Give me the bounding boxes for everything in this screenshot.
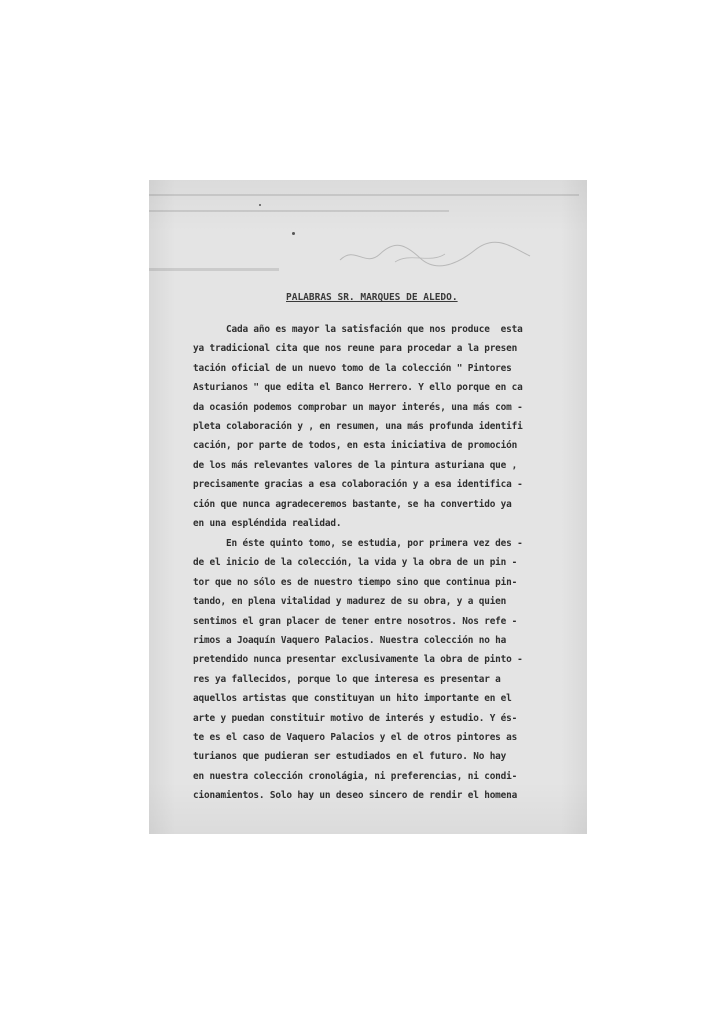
text-line: precisamente gracias a esa colaboración y a esa identifica - (193, 479, 523, 491)
paper-speck (259, 204, 261, 206)
text-line: en una espléndida realidad. (193, 517, 342, 529)
text-line: sentimos el gran placer de tener entre nosotros. Nos refe - (193, 615, 518, 627)
bleed-through-marks (149, 180, 587, 290)
paragraph-2 (193, 534, 583, 805)
text-line: ción que nunca agradeceremos bastante, se ha convertido ya (193, 498, 512, 510)
text-line: cación, por parte de todos, en esta iniciativa de promoción (193, 440, 518, 452)
text-line: pretendido nunca presentar exclusivamente la obra de pinto - (193, 654, 523, 666)
text-line: en nuestra colección cronolágia, ni preferencias, ni condi- (193, 770, 518, 782)
text-line: En éste quinto tomo, se estudia, por primera vez des - (193, 538, 523, 549)
bleed-line (149, 210, 449, 212)
text-line: res ya fallecidos, porque lo que interesa es presentar a (193, 673, 501, 685)
text-line: turianos que pudieran ser estudiados en el futuro. No hay (193, 751, 507, 763)
faint-signature-mark (335, 240, 535, 270)
text-line: Cada año es mayor la satisfación que nos produce esta (193, 324, 523, 335)
text-line: tando, en plena vitalidad y madurez de su obra, y a quien (193, 596, 507, 608)
bleed-line (149, 194, 579, 196)
text-line: te es el caso de Vaquero Palacios y el de otros pintores as (193, 731, 518, 743)
bleed-line (149, 268, 279, 271)
paragraph-1 (193, 320, 583, 533)
text-line: cionamientos. Solo hay un deseo sincero de rendir el homena (193, 790, 518, 802)
text-line: de el inicio de la colección, la vida y la obra de un pin - (193, 557, 518, 569)
text-line: rimos a Joaquín Vaquero Palacios. Nuestra colección no ha (193, 634, 507, 646)
text-line: tación oficial de un nuevo tomo de la colección " Pintores (193, 362, 512, 374)
text-line: aquellos artistas que constituyan un hito importante en el (193, 693, 512, 705)
text-line: de los más relevantes valores de la pintura asturiana que , (193, 459, 518, 471)
text-line: arte y puedan constituir motivo de interés y estudio. Y és- (193, 712, 518, 724)
text-line: pleta colaboración y , en resumen, una más profunda identifi (193, 420, 523, 432)
text-line: Asturianos " que edita el Banco Herrero. Y ello porque en ca (193, 382, 523, 394)
document-title: PALABRAS SR. MARQUES DE ALEDO. (286, 292, 458, 303)
paper-speck (292, 232, 295, 235)
scanned-page (149, 180, 587, 834)
text-line: da ocasión podemos comprobar un mayor interés, una más com - (193, 401, 523, 413)
text-line: ya tradicional cita que nos reune para procedar a la presen (193, 343, 518, 355)
text-line: tor que no sólo es de nuestro tiempo sino que continua pin- (193, 576, 518, 588)
